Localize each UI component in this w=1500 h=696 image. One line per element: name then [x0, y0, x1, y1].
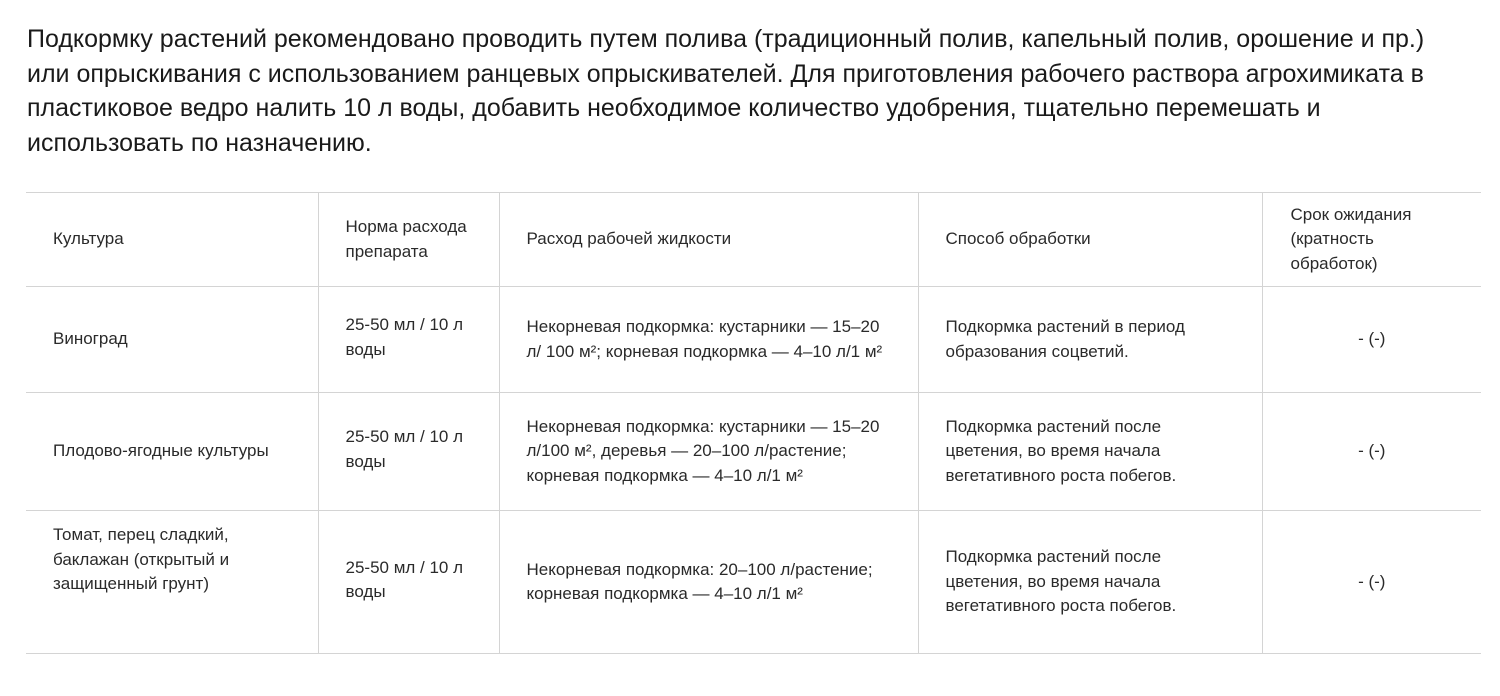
cell-liquid: Некорневая подкормка: кустарники — 15–20 л/100 м², деревья — 20–100 л/растение; корневая подкормка — 4–10 л/1 м²	[499, 393, 918, 511]
cell-term: - (-)	[1262, 287, 1481, 393]
table-row	[26, 287, 1481, 393]
intro-paragraph: Подкормку растений рекомендовано проводить путем полива (традиционный полив, капельный полив, орошение и пр.) или опрыскивания с использованием ранцевых опрыскивателей. Для приготовления рабочего раствора агрохимиката в пластиковое ведро налить 10 л воды, добавить необходимое количество удобрения, тщательно перемешать и использовать по назначению.	[27, 25, 1425, 157]
cell-method: Подкормка растений в период образования соцветий.	[918, 287, 1262, 393]
cell-rate: 25-50 мл / 10 л воды	[318, 287, 499, 393]
header-term: Срок ожидания (кратность обработок)	[1262, 193, 1481, 287]
header-rate: Норма расхода препарата	[318, 193, 499, 287]
cell-crop: Томат, перец сладкий, баклажан (открытый и защищенный грунт)	[26, 511, 318, 654]
cell-crop: Плодово-ягодные культуры	[26, 393, 318, 511]
header-liquid: Расход рабочей жидкости	[499, 193, 918, 287]
cell-rate: 25-50 мл / 10 л воды	[318, 393, 499, 511]
cell-crop: Виноград	[26, 287, 318, 393]
cell-method: Подкормка растений после цветения, во время начала вегетативного роста побегов.	[918, 511, 1262, 654]
header-crop: Культура	[26, 193, 318, 287]
table-row	[26, 511, 1481, 654]
table-row	[26, 393, 1481, 511]
cell-rate: 25-50 мл / 10 л воды	[318, 511, 499, 654]
cell-term: - (-)	[1262, 511, 1481, 654]
table-header-row	[26, 193, 1481, 287]
cell-term: - (-)	[1262, 393, 1481, 511]
dosage-table	[26, 192, 1481, 654]
header-method: Способ обработки	[918, 193, 1262, 287]
cell-liquid: Некорневая подкормка: кустарники — 15–20 л/ 100 м²; корневая подкормка — 4–10 л/1 м²	[499, 287, 918, 393]
cell-method: Подкормка растений после цветения, во время начала вегетативного роста побегов.	[918, 393, 1262, 511]
cell-liquid: Некорневая подкормка: 20–100 л/растение; корневая подкормка — 4–10 л/1 м²	[499, 511, 918, 654]
